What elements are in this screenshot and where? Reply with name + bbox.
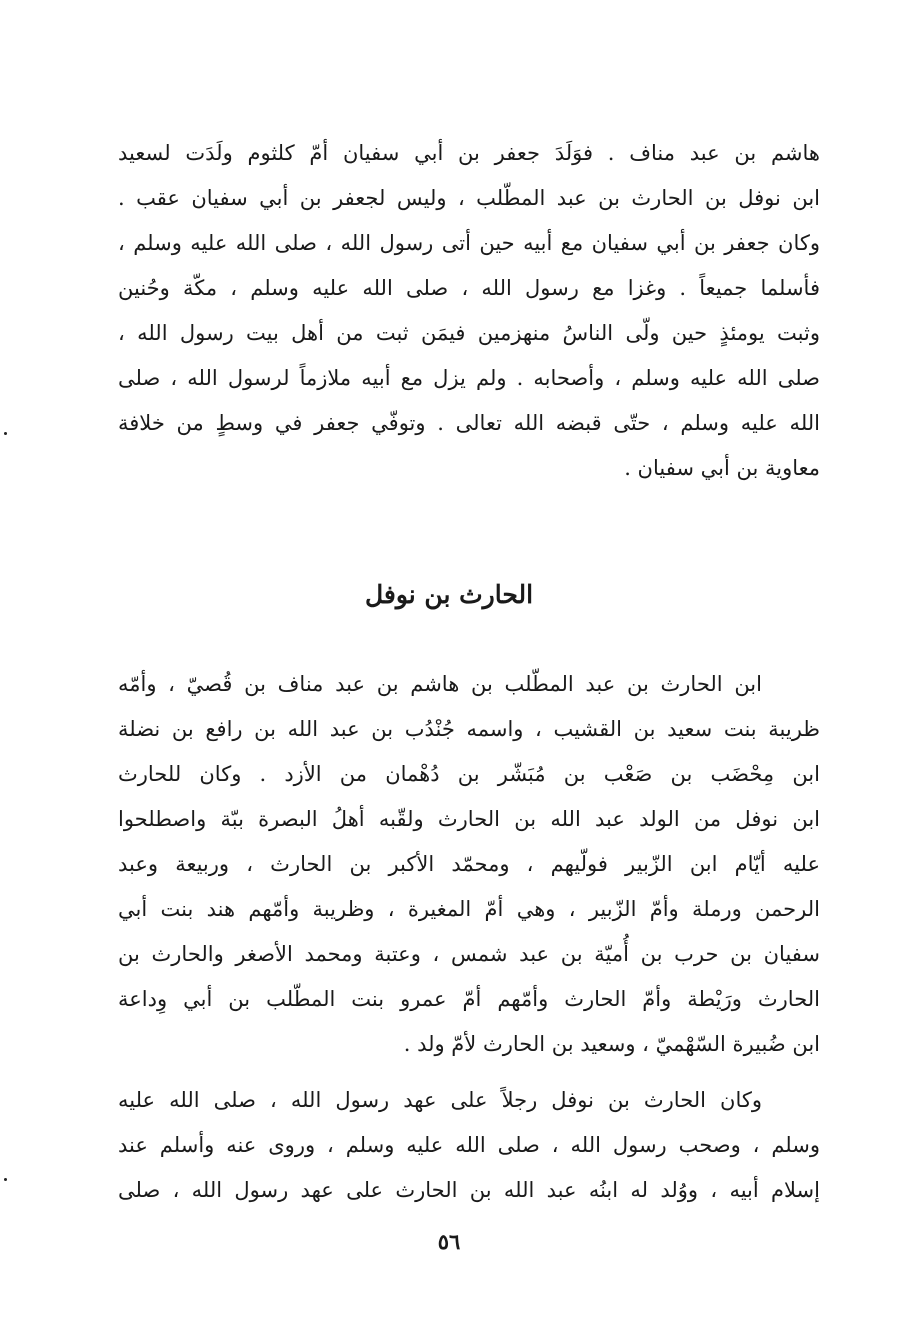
text-line: وكان الحارث بن نوفل رجلاً على عهد رسول الله ، صلى الله عليه (118, 1088, 762, 1112)
margin-mark (4, 1178, 7, 1181)
section-title: الحارث بن نوفل (364, 580, 534, 609)
paragraph-jafar-ibn-abi-sufyan (118, 131, 820, 491)
text-line: ظريبة بنت سعيد بن القشيب ، واسمه جُنْدُب بن عبد الله بن رافع بن نضلة (118, 717, 820, 741)
text-line: الله عليه وسلم ، حتّى قبضه الله تعالى . وتوفّي جعفر في وسطٍ من خلافة (118, 411, 820, 435)
text-line: وثبت يومئذٍ حين ولّى الناسُ منهزمين فيمَن ثبت من أهل بيت رسول الله ، (118, 321, 820, 345)
text-line: إسلام أبيه ، ووُلد له ابنُه عبد الله بن الحارث على عهد رسول الله ، صلى (118, 1178, 820, 1202)
text-line: ابن نوفل بن الحارث بن عبد المطّلب ، وليس لجعفر بن أبي سفيان عقب . (118, 186, 820, 210)
text-line: صلى الله عليه وسلم ، وأصحابه . ولم يزل مع أبيه ملازماً لرسول الله ، صلى (118, 366, 820, 390)
text-line: الرحمن ورملة وأمّ الزّبير ، وهي أمّ المغيرة ، وظريبة وأمّهم هند بنت أبي (118, 897, 820, 921)
text-line: فأسلما جميعاً . وغزا مع رسول الله ، صلى الله عليه وسلم ، مكّة وحُنين (118, 276, 820, 300)
text-line: هاشم بن عبد مناف . فوَلَدَ جعفر بن أبي سفيان أمّ كلثوم ولَدَت لسعيد (118, 141, 820, 165)
text-line: عليه أيّام ابن الزّبير فولّيهم ، ومحمّد الأكبر بن الحارث ، وربيعة وعبد (118, 852, 820, 876)
text-line: ابن مِحْضَب بن صَعْب بن مُبَشّر بن دُهْمان من الأزد . وكان للحارث (118, 762, 820, 786)
text-line: وكان جعفر بن أبي سفيان مع أبيه حين أتى رسول الله ، صلى الله عليه وسلم ، (118, 231, 820, 255)
text-line: سفيان بن حرب بن أُميّة بن عبد شمس ، وعتبة ومحمد الأصغر والحارث بن (118, 942, 820, 966)
margin-mark (4, 432, 7, 435)
text-line: وسلم ، وصحب رسول الله ، صلى الله عليه وسلم ، وروى عنه وأسلم عند (118, 1133, 820, 1157)
text-line: ابن ضُبيرة السّهْميّ ، وسعيد بن الحارث لأمّ ولد . (403, 1032, 820, 1056)
text-line: معاوية بن أبي سفيان . (624, 456, 820, 480)
paragraph-companionship (118, 1078, 820, 1213)
text-line: الحارث ورَيْطة وأمّ الحارث وأمّهم أمّ عمرو بنت المطّلب بن أبي وِداعة (118, 987, 820, 1011)
paragraph-lineage (118, 662, 820, 1067)
text-line: ابن نوفل من الولد عبد الله بن الحارث ولقّبه أهلُ البصرة ببّة واصطلحوا (118, 807, 820, 831)
text-line: ابن الحارث بن عبد المطّلب بن هاشم بن عبد مناف بن قُصيّ ، وأمّه (118, 672, 762, 696)
page-number: ٥٦ (437, 1229, 461, 1254)
